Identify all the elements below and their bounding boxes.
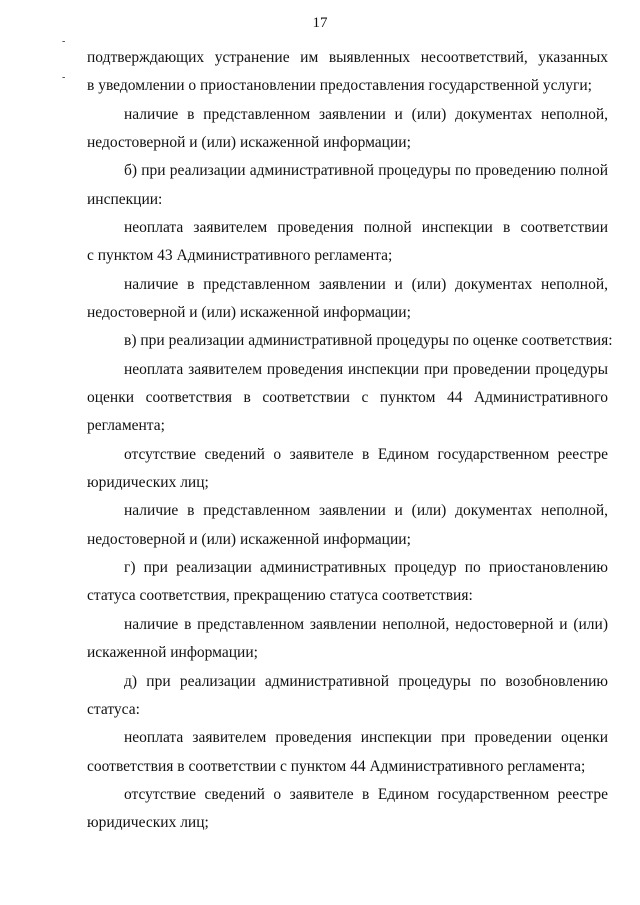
margin-mark: - <box>62 36 66 47</box>
text-line: искаженной информации; <box>87 644 258 661</box>
text-line: неоплата заявителем проведения инспекции при проведении процедуры <box>124 361 608 378</box>
text-line: д) при реализации административной процедуры по возобновлению <box>124 673 608 690</box>
text-line: недостоверной и (или) искаженной информации; <box>87 304 411 321</box>
text-line: регламента; <box>87 417 165 434</box>
text-line: юридических лиц; <box>87 474 209 491</box>
text-line: наличие в представленном заявлении и (или) документах неполной, <box>124 502 608 519</box>
text-line: отсутствие сведений о заявителе в Едином государственном реестре <box>124 786 608 803</box>
text-line: соответствия в соответствии с пунктом 44 Административного регламента; <box>87 758 586 775</box>
text-line: наличие в представленном заявлении и (или) документах неполной, <box>124 276 608 293</box>
text-line: б) при реализации административной процедуры по проведению полной <box>124 162 608 179</box>
text-line: статуса соответствия, прекращению статуса соответствия: <box>87 587 473 604</box>
text-line: в) при реализации административной процедуры по оценке соответствия: <box>124 332 613 349</box>
text-line: г) при реализации административных процедур по приостановлению <box>124 559 608 576</box>
text-line: недостоверной и (или) искаженной информации; <box>87 531 411 548</box>
page-number: 17 <box>312 15 328 31</box>
text-line: статуса: <box>87 701 140 718</box>
text-line: инспекции: <box>87 191 163 208</box>
margin-mark: - <box>62 72 66 83</box>
text-line: неоплата заявителем проведения полной инспекции в соответствии <box>124 219 608 236</box>
text-line: подтверждающих устранение им выявленных несоответствий, указанных <box>87 49 608 66</box>
text-line: юридических лиц; <box>87 814 209 831</box>
text-line: оценки соответствия в соответствии с пунктом 44 Административного <box>87 389 608 406</box>
text-line: наличие в представленном заявлении неполной, недостоверной и (или) <box>124 616 608 633</box>
text-line: в уведомлении о приостановлении предоставления государственной услуги; <box>87 77 592 94</box>
text-line: с пунктом 43 Административного регламента; <box>87 247 393 264</box>
text-line: отсутствие сведений о заявителе в Едином государственном реестре <box>124 446 608 463</box>
text-line: наличие в представленном заявлении и (или) документах неполной, <box>124 106 608 123</box>
text-line: недостоверной и (или) искаженной информации; <box>87 134 411 151</box>
text-line: неоплата заявителем проведения инспекции при проведении оценки <box>124 729 608 746</box>
